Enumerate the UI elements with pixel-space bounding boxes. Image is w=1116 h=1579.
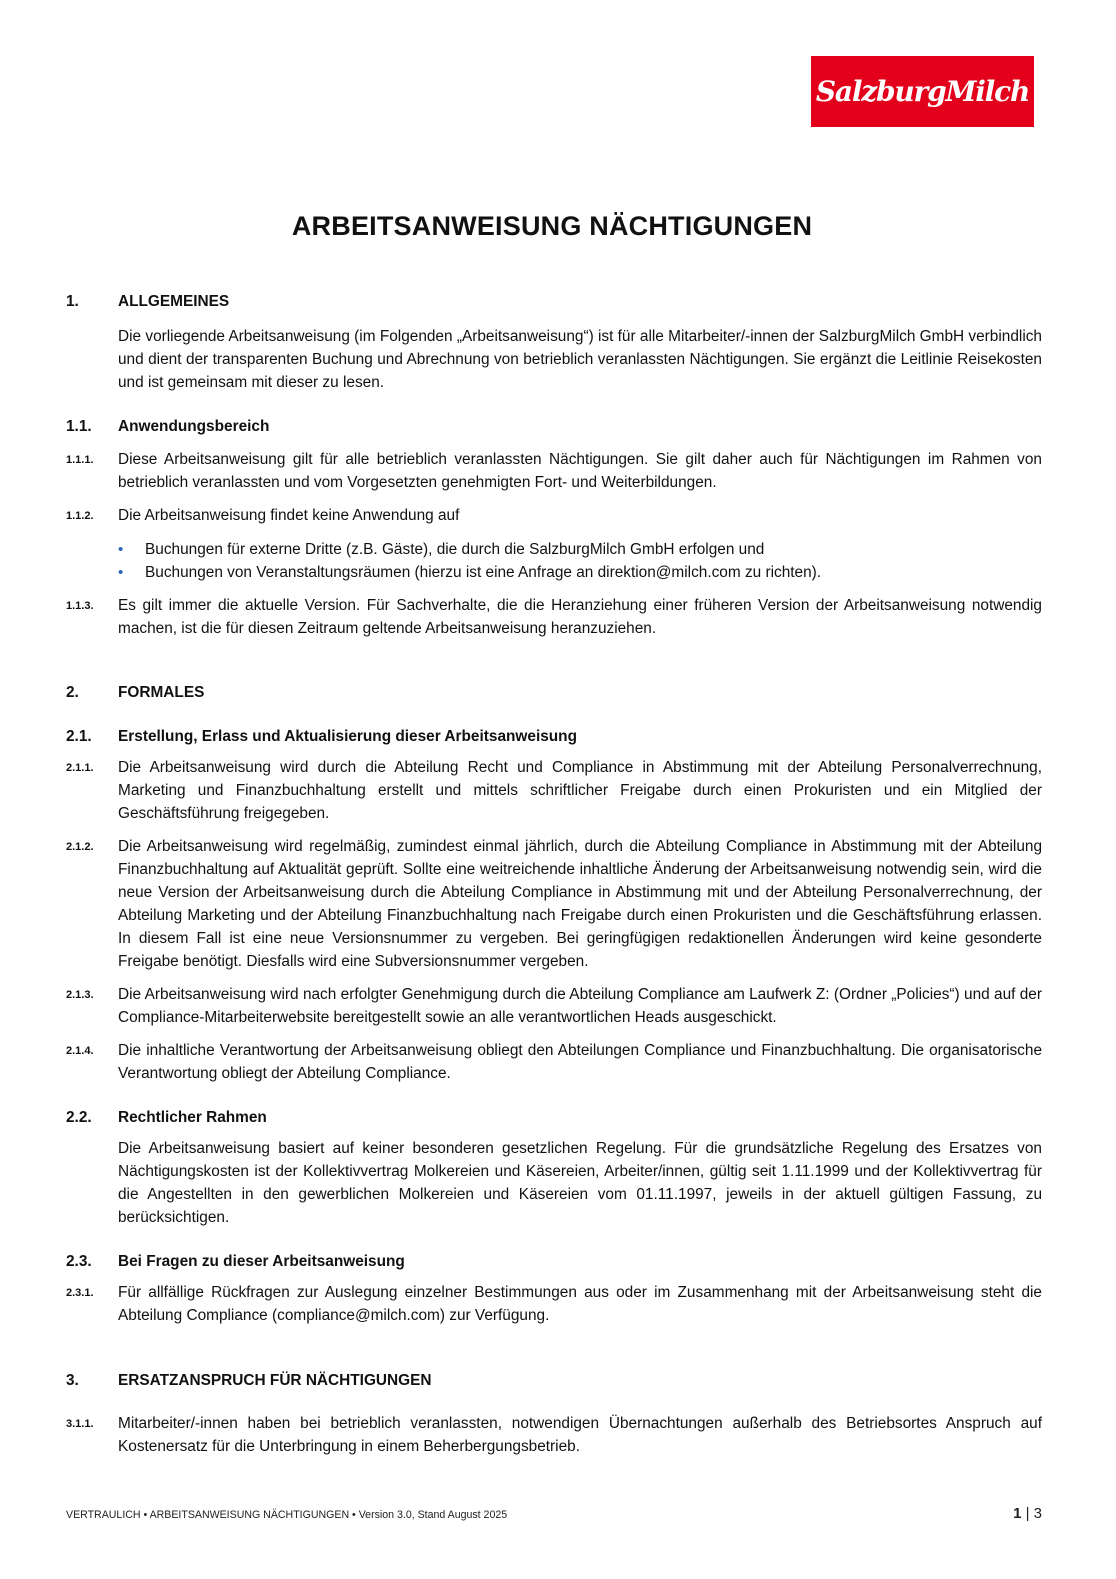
clause-number: 2.1.3. [66,989,94,1001]
clause-2-1-4 [66,1039,1042,1085]
subsection-2-2-text [66,1137,1042,1229]
subsection-2-1-heading [66,725,1042,748]
clause-1-1-2 [66,504,1042,584]
clause-3-1-1 [66,1412,1042,1458]
section-2-heading [66,681,1042,704]
exclusion-list [118,538,1042,584]
clause-text: Mitarbeiter/-innen haben bei betrieblich veranlassten, notwendigen Übernachtungen außerhalb des Betriebsortes Anspruch auf Kostenersatz für die Unterbringung in einem Beherbergungsbetrieb. [118,1415,1042,1455]
page-footer [66,1505,1042,1525]
subsection-number: 2.1. [66,728,92,745]
company-logo: SalzburgMilch [811,56,1034,127]
footer-text: VERTRAULICH • ARBEITSANWEISUNG NÄCHTIGUNGEN • Version 3.0, Stand August 2025 [66,1509,508,1521]
clause-text: Die inhaltliche Verantwortung der Arbeitsanweisung obliegt den Abteilungen Compliance und Finanzbuchhaltung. Die organisatorische Verantwortung obliegt der Abteilung Compliance. [118,1042,1042,1082]
section-title: FORMALES [118,684,205,701]
clause-number: 2.3.1. [66,1287,94,1299]
section-1-heading [66,290,1042,313]
section-3-heading [66,1369,1042,1392]
list-item-text: Buchungen von Veranstaltungsräumen (hierzu ist eine Anfrage an direktion@milch.com zu richten). [145,564,822,581]
section-number: 2. [66,684,79,701]
total-pages: 3 [1033,1505,1042,1522]
clause-number: 3.1.1. [66,1418,94,1430]
clause-text: Die Arbeitsanweisung wird regelmäßig, zumindest einmal jährlich, durch die Abteilung Compliance in Abstimmung mit der Abteilung Finanzbuchhaltung auf Aktualität geprüft. Sollte eine weitreichende inhaltliche Änderung der Arbeitsanweisung notwendig sein, wird die neue Version der Arbeitsanweisung durch die Abteilung Compliance in Abstimmung mit und der Abteilung Personalverrechnung, der Abteilung Marketing und der Abteilung Finanzbuchhaltung nach Freigabe durch einen Prokuristen und die Geschäftsführung erlassen. In diesem Fall ist eine neue Versionsnummer zu vergeben. Bei geringfügigen redaktionellen Änderungen wird keine gesonderte Freigabe benötigt. Diesfalls wird eine Subversionsnummer vergeben. [118,838,1042,970]
section-title: ALLGEMEINES [118,293,230,310]
page-number [1013,1505,1042,1522]
clause-text: Die Arbeitsanweisung findet keine Anwendung auf [118,507,460,524]
clause-2-1-1 [66,756,1042,825]
clause-text: Die Arbeitsanweisung wird durch die Abteilung Recht und Compliance in Abstimmung mit der Abteilung Personalverrechnung, Marketing und Finanzbuchhaltung erstellt und mittels schriftlicher Freigabe durch einen Prokuristen und ein Mitglied der Geschäftsführung freigegeben. [118,759,1042,822]
bullet-icon: • [118,564,124,581]
clause-text: Diese Arbeitsanweisung gilt für alle betrieblich veranlassten Nächtigungen. Sie gilt daher auch für Nächtigungen im Rahmen von betrieblich veranlassten und vom Vorgesetzten genehmigten Fort- und Weiterbildungen. [118,451,1042,491]
subsection-title: Erstellung, Erlass und Aktualisierung dieser Arbeitsanweisung [118,728,577,745]
clause-text: Die Arbeitsanweisung wird nach erfolgter Genehmigung durch die Abteilung Compliance am Laufwerk Z: (Ordner „Policies“) und auf der Compliance-Mitarbeiterwebsite bereitgestellt sowie an alle verantwortlichen Heads ausgeschickt. [118,986,1042,1026]
subsection-number: 1.1. [66,418,92,435]
subsection-2-2-heading [66,1106,1042,1129]
document-title: ARBEITSANWEISUNG NÄCHTIGUNGEN [291,211,813,241]
section-number: 3. [66,1372,79,1389]
clause-2-1-2 [66,835,1042,973]
subsection-1-1-heading [66,415,1042,438]
clause-number: 2.1.4. [66,1045,94,1057]
clause-1-1-3 [66,594,1042,640]
paragraph-text: Die vorliegende Arbeitsanweisung (im Folgenden „Arbeitsanweisung“) ist für alle Mitarbeiter/-innen der SalzburgMilch GmbH verbindlich und dient der transparenten Buchung und Abrechnung von betrieblich veranlassten Nächtigungen. Sie ergänzt die Leitlinie Reisekosten und ist gemeinsam mit dieser zu lesen. [118,328,1042,391]
subsection-title: Bei Fragen zu dieser Arbeitsanweisung [118,1253,405,1270]
list-item [118,538,1042,561]
clause-number: 1.1.1. [66,454,94,466]
clause-number: 2.1.1. [66,762,94,774]
subsection-number: 2.2. [66,1109,92,1126]
clause-text: Es gilt immer die aktuelle Version. Für Sachverhalte, die die Heranziehung einer früheren Version der Arbeitsanweisung notwendig machen, ist die für diesen Zeitraum geltende Arbeitsanweisung heranzuziehen. [118,597,1042,637]
bullet-icon: • [118,541,124,558]
clause-number: 1.1.3. [66,600,94,612]
section-number: 1. [66,293,79,310]
subsection-title: Anwendungsbereich [118,418,270,435]
document-body [66,290,1042,1458]
page-separator: | [1025,1505,1030,1522]
clause-number: 1.1.2. [66,510,94,522]
paragraph-text: Die Arbeitsanweisung basiert auf keiner besonderen gesetzlichen Regelung. Für die grundsätzliche Regelung des Ersatzes von Nächtigungskosten ist der Kollektivvertrag Molkereien und Käsereien, Arbeiter/innen, gültig seit 1.11.1999 und der Kollektivvertrag für die Angestellten in den gewerblichen Molkereien und Käsereien vom 01.11.1997, jeweils in der aktuell gültigen Fassung, zu berücksichtigen. [118,1140,1042,1226]
current-page: 1 [1013,1505,1022,1522]
clause-2-1-3 [66,983,1042,1029]
list-item-text: Buchungen für externe Dritte (z.B. Gäste), die durch die SalzburgMilch GmbH erfolgen und [145,541,765,558]
subsection-number: 2.3. [66,1253,92,1270]
list-item [118,561,1042,584]
section-title: ERSATZANSPRUCH FÜR NÄCHTIGUNGEN [118,1372,432,1389]
clause-number: 2.1.2. [66,841,94,853]
clause-2-3-1 [66,1281,1042,1327]
subsection-2-3-heading [66,1250,1042,1273]
clause-1-1-1 [66,448,1042,494]
section-1-intro [66,325,1042,394]
subsection-title: Rechtlicher Rahmen [118,1109,267,1126]
clause-text: Für allfällige Rückfragen zur Auslegung einzelner Bestimmungen aus oder im Zusammenhang mit der Arbeitsanweisung steht die Abteilung Compliance (compliance@milch.com) zur Verfügung. [118,1284,1042,1324]
